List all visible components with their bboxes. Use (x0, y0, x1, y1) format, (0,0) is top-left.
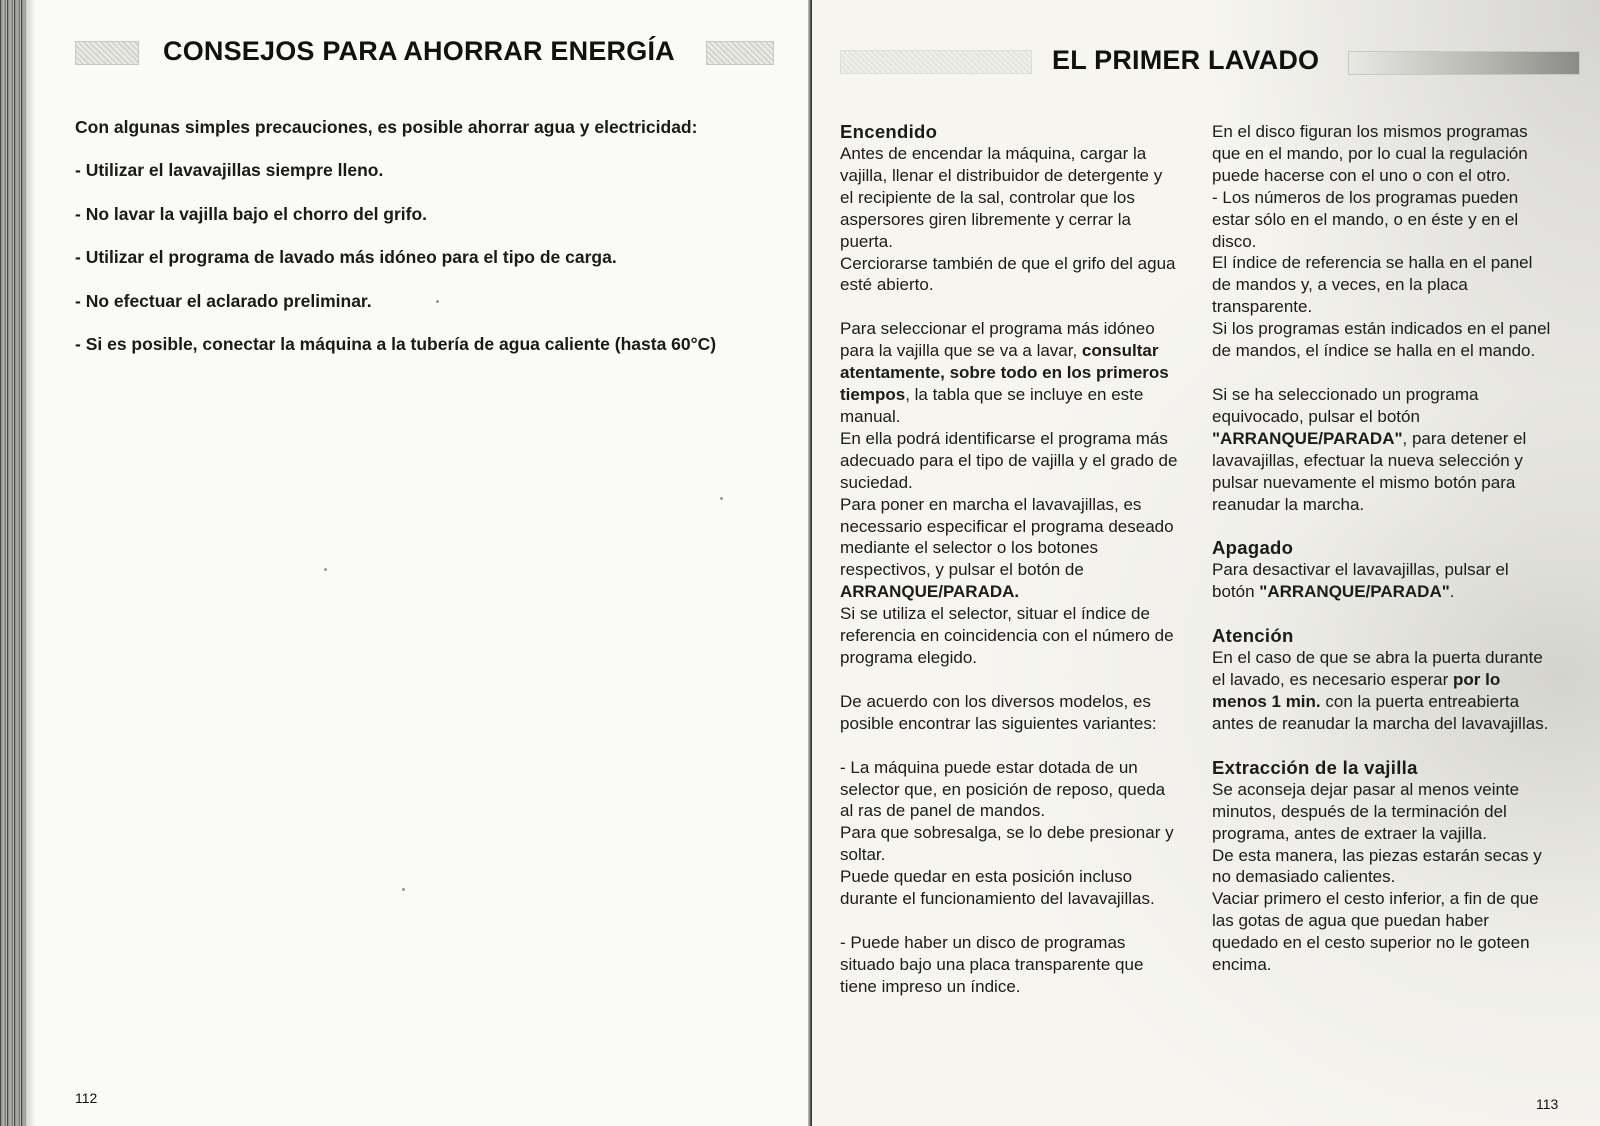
text-column-left (840, 121, 1180, 998)
emphasis: "ARRANQUE/PARADA" (1259, 582, 1450, 602)
text-column-right (1212, 121, 1552, 976)
page-number: 112 (75, 1090, 98, 1106)
emphasis: por lo menos 1 min. (1212, 670, 1501, 712)
paragraph: Para poner en marcha el lavavajillas, es necessario especificar el programa deseado mediante el selector o los botones respectivos, y pulsar el botón de ARRANQUE/PARADA. (840, 494, 1174, 602)
paragraph: Si los programas están indicados en el panel de mandos, el índice se halla en el mando. (1212, 319, 1551, 361)
paragraph: Vaciar primero el cesto inferior, a fin de que las gotas de agua que puedan haber quedado en el cesto superior no le goteen encima. (1212, 889, 1539, 975)
section-heading-apagado: Apagado (1212, 537, 1294, 559)
tip-item: - No efectuar el aclarado preliminar. (75, 290, 372, 311)
tip-item: - Utilizar el programa de lavado más idóneo para el tipo de carga. (75, 247, 617, 267)
section-heading-encendido: Encendido (840, 121, 938, 142)
paragraph: Se aconseja dejar pasar al menos veinte minutos, después de la terminación del programa, antes de extraer la vajilla. (1212, 779, 1520, 843)
emphasis: ARRANQUE/PARADA. (840, 582, 1020, 602)
scan-speck (402, 888, 405, 891)
paragraph: Puede quedar en esta posición incluso durante el funcionamiento del lavavajillas. (840, 867, 1155, 909)
page-title: EL PRIMER LAVADO (1052, 45, 1320, 75)
paragraph: Cerciorarse también de que el grifo del agua esté abierto. (840, 253, 1176, 295)
section-heading-atencion: Atención (1212, 625, 1294, 647)
heading-decoration-right (706, 41, 774, 65)
paragraph: En ella podrá identificarse el programa más adecuado para el tipo de vajilla y el grado de suciedad. (840, 428, 1178, 492)
heading-decoration-left (75, 41, 139, 65)
emphasis: consultar atentamente, sobre todo en los primeros tiempos (840, 341, 1169, 405)
paragraph: - Puede haber un disco de programas situado bajo una placa transparente que tiene impreso un índice. (840, 933, 1144, 996)
tip-item: - No lavar la vajilla bajo el chorro del grifo. (75, 203, 428, 224)
page-title: CONSEJOS PARA AHORRAR ENERGÍA (163, 36, 675, 66)
paragraph: - Los números de los programas pueden estar sólo en el mando, o en éste y en el disco. (1212, 187, 1519, 251)
page-number: 113 (1536, 1096, 1559, 1112)
paragraph: Antes de encendar la máquina, cargar la vajilla, llenar el distribuidor de detergente y el recipiente de la sal, controlar que los aspersores giren libremente y cerrar la puerta. (840, 144, 1163, 251)
tip-item: - Si es posible, conectar la máquina a la tubería de agua caliente (hasta 60°C) (75, 334, 717, 354)
paragraph: De acuerdo con los diversos modelos, es posible encontrar las siguientes variantes: (840, 691, 1157, 733)
paragraph: Para desactivar el lavavajillas, pulsar el botón "ARRANQUE/PARADA". (1212, 560, 1509, 602)
scan-speck (324, 568, 327, 571)
heading-decoration-left (840, 50, 1032, 74)
scan-speck (720, 497, 723, 500)
paragraph: En el caso de que se abra la puerta durante el lavado, es necesario esperar por lo menos 1 min. con la puerta entreabierta antes de reanudar la marcha del lavavajillas. (1212, 648, 1549, 733)
tips-list (75, 160, 716, 378)
tip-item: - Utilizar el lavavajillas siempre lleno. (75, 160, 384, 180)
emphasis: "ARRANQUE/PARADA" (1212, 428, 1403, 448)
paragraph: De esta manera, las piezas estarán secas y no demasiado calientes. (1212, 845, 1542, 887)
paragraph: En el disco figuran los mismos programas que en el mando, por lo cual la regulación puede hacerse con el uno o con el otro. (1212, 122, 1528, 185)
paragraph: Para que sobresalga, se lo debe presionar y soltar. (840, 823, 1174, 865)
paragraph: Si se ha seleccionado un programa equivocado, pulsar el botón "ARRANQUE/PARADA", para detener el lavavajillas, efectuar la nueva selección y pulsar nuevamente el mismo botón para reanudar la marcha. (1212, 384, 1527, 514)
paragraph: El índice de referencia se halla en el panel de mandos y, a veces, en la placa transparente. (1212, 253, 1533, 317)
paragraph: - La máquina puede estar dotada de un selector que, en posición de reposo, queda al ras de panel de mandos. (840, 757, 1166, 821)
scan-speck (436, 300, 439, 303)
tips-intro: Con algunas simples precauciones, es posible ahorrar agua y electricidad: (75, 117, 698, 137)
paragraph: Si se utiliza el selector, situar el índice de referencia en coincidencia con el número de programa elegido. (840, 604, 1174, 667)
binding-edge (0, 0, 26, 1126)
section-heading-extraccion: Extracción de la vajilla (1212, 756, 1418, 778)
paragraph: Para seleccionar el programa más idóneo para la vajilla que se va a lavar, consultar atentamente, sobre todo en los primeros tiempos, la tabla que se incluye en este manual. (840, 319, 1169, 426)
heading-decoration-right (1348, 51, 1580, 75)
